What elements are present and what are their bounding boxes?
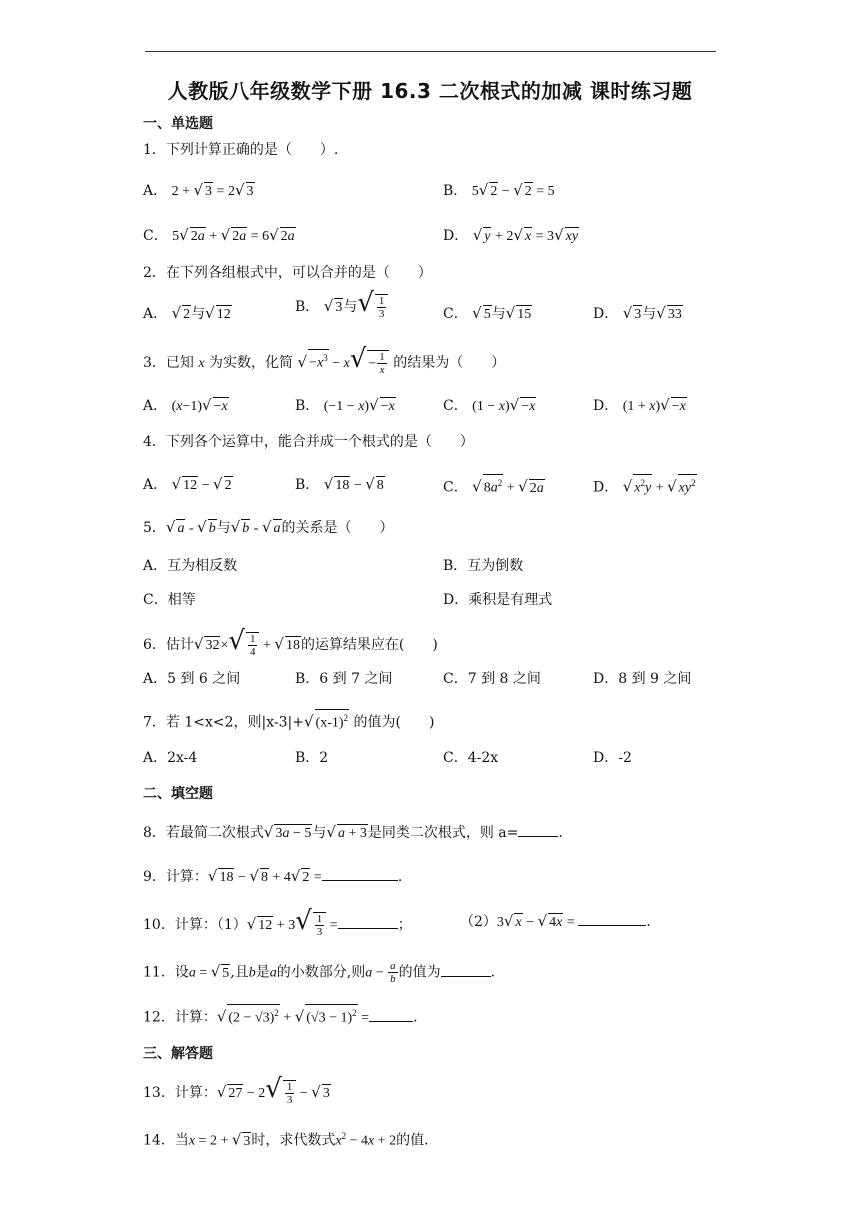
question-4-stem: 4．下列各个运算中，能合并成一个根式的是（ ） [143, 434, 474, 450]
page-title: 人教版八年级数学下册 16.3 二次根式的加减 课时练习题 [167, 79, 693, 103]
question-9-stem: 9．计算：√ 18 − √ 8 + 4√ 2 = . [143, 867, 403, 885]
option-label: D． [593, 306, 619, 322]
option-label: C． [443, 479, 468, 496]
q1-option-a[interactable]: A． 2 + √ 3 = 2√ 3 [143, 181, 254, 199]
q3-option-d[interactable]: D． (1 + x)√ −x [593, 396, 686, 414]
conjunction: 与 [343, 299, 358, 315]
answer-blank[interactable] [369, 1007, 413, 1022]
question-13-stem: 13．计算：√ 27 − 2√ $\frac{1}{3}$ − √ 3 [143, 1074, 330, 1106]
q4-option-d[interactable]: D． √ $x^2y$ + √ $xy^2$ [593, 474, 697, 499]
q6-option-d[interactable]: D．8 到 9 之间 [593, 671, 692, 687]
answer-blank[interactable] [441, 962, 491, 977]
q2-option-c[interactable]: C． √ 5与√ 15 [443, 304, 532, 322]
q5-option-d[interactable]: D．乘积是有理式 [443, 592, 553, 608]
q5-option-c[interactable]: C．相等 [143, 592, 196, 608]
answer-blank[interactable] [338, 914, 398, 929]
q4-option-c[interactable]: C． √ $8a^2$ + √ 2a [443, 474, 545, 499]
q7-option-d[interactable]: D．-2 [593, 750, 632, 766]
q5-option-b[interactable]: B．互为倒数 [443, 558, 524, 574]
q5-option-a[interactable]: A．互为相反数 [143, 558, 238, 574]
q1-option-c[interactable]: C． 5√ 2a + √ 2a = 6√ 2a [143, 226, 295, 244]
answer-blank[interactable] [322, 866, 398, 881]
q1-option-d[interactable]: D． √ y + 2√ x = 3√ xy [443, 226, 579, 244]
option-label: D． [593, 398, 619, 414]
conjunction: 与 [491, 306, 506, 322]
question-6-stem: 6．估计√ 32×√ $\frac{1}{4}$ + √ 18的运算结果应在( ) [143, 626, 438, 658]
question-3-stem: 3．已知 x 为实数，化简 √ $-x^3 - x√$ − $\frac{1}{x}$ 的结果为（ ） [143, 344, 506, 376]
option-label: A． [143, 183, 168, 199]
option-label: D． [593, 479, 619, 496]
answer-blank[interactable] [578, 911, 646, 926]
question-5-stem: 5．√ a - √ b与√ b - √ a的关系是（ ） [143, 518, 394, 536]
q3-option-b[interactable]: B． (−1 − x)√ −x [295, 396, 395, 414]
question-10-part-2: （2）3√ x − √ 4x = . [460, 912, 651, 930]
q2-option-d[interactable]: D． √ 3与√ 33 [593, 304, 682, 322]
question-8-stem: 8．若最简二次根式√ 3a − 5与√ a + 3是同类二次根式，则 a= . [143, 823, 563, 841]
option-label: A． [143, 398, 168, 414]
question-2-stem: 2．在下列各组根式中，可以合并的是（ ） [143, 265, 432, 281]
q7-option-c[interactable]: C．4-2x [443, 750, 499, 766]
option-label: A． [143, 477, 168, 493]
q3-option-c[interactable]: C． (1 − x)√ −x [443, 396, 536, 414]
question-1-stem: 1．下列计算正确的是（ ）. [143, 142, 339, 158]
q1-option-b[interactable]: B． 5√ 2 − √ 2 = 5 [443, 181, 555, 199]
section-heading-single-choice: 一、单选题 [143, 116, 213, 132]
option-label: B． [295, 477, 320, 493]
option-label: C． [443, 306, 468, 322]
answer-blank[interactable] [518, 822, 558, 837]
option-label: B． [443, 183, 468, 199]
q6-option-c[interactable]: C．7 到 8 之间 [443, 671, 541, 687]
option-label: C． [143, 228, 168, 244]
top-rule [145, 51, 716, 52]
option-label: B． [295, 299, 320, 315]
question-7-stem: 7．若 1<x<2，则|x-3|+√ $(x-1)^2$ 的值为( ) [143, 709, 434, 733]
question-10-stem: 10．计算：（1）√ 12 + 3√ $\frac{1}{3}$ = ； [143, 906, 412, 938]
question-11-stem: 11．设a = √ 5,且b是a的小数部分,则a − $\frac{a}{b}$ 的值为 . [143, 960, 496, 985]
option-label: C． [443, 398, 468, 414]
question-12-stem: 12．计算：√ $(2 - √3)^2$ + √ $(√3 - 1)^2$ = . [143, 1004, 418, 1029]
q2-option-b[interactable]: B． √ 3与√ $\frac{1}{3}$ [295, 293, 388, 320]
q7-option-b[interactable]: B．2 [295, 750, 329, 766]
option-label: A． [143, 306, 168, 322]
q4-option-b[interactable]: B． √ 18 − √ 8 [295, 475, 384, 493]
section-heading-fill-in: 二、填空题 [143, 786, 213, 802]
option-label: B． [295, 398, 320, 414]
q6-option-a[interactable]: A．5 到 6 之间 [143, 671, 241, 687]
q4-option-a[interactable]: A． √ 12 − √ 2 [143, 475, 232, 493]
q7-option-a[interactable]: A．2x-4 [143, 750, 198, 766]
question-14-stem: 14．当x = 2 + √ 3时，求代数式$x^2 - 4x + 2$的值. [143, 1130, 429, 1149]
q2-option-a[interactable]: A． √ 2与√ 12 [143, 304, 231, 322]
option-label: D． [443, 228, 469, 244]
section-heading-solutions: 三、解答题 [143, 1046, 213, 1062]
q3-option-a[interactable]: A． (x−1)√ −x [143, 396, 228, 414]
conjunction: 与 [191, 306, 206, 322]
conjunction: 与 [642, 306, 657, 322]
q6-option-b[interactable]: B．6 到 7 之间 [295, 671, 393, 687]
